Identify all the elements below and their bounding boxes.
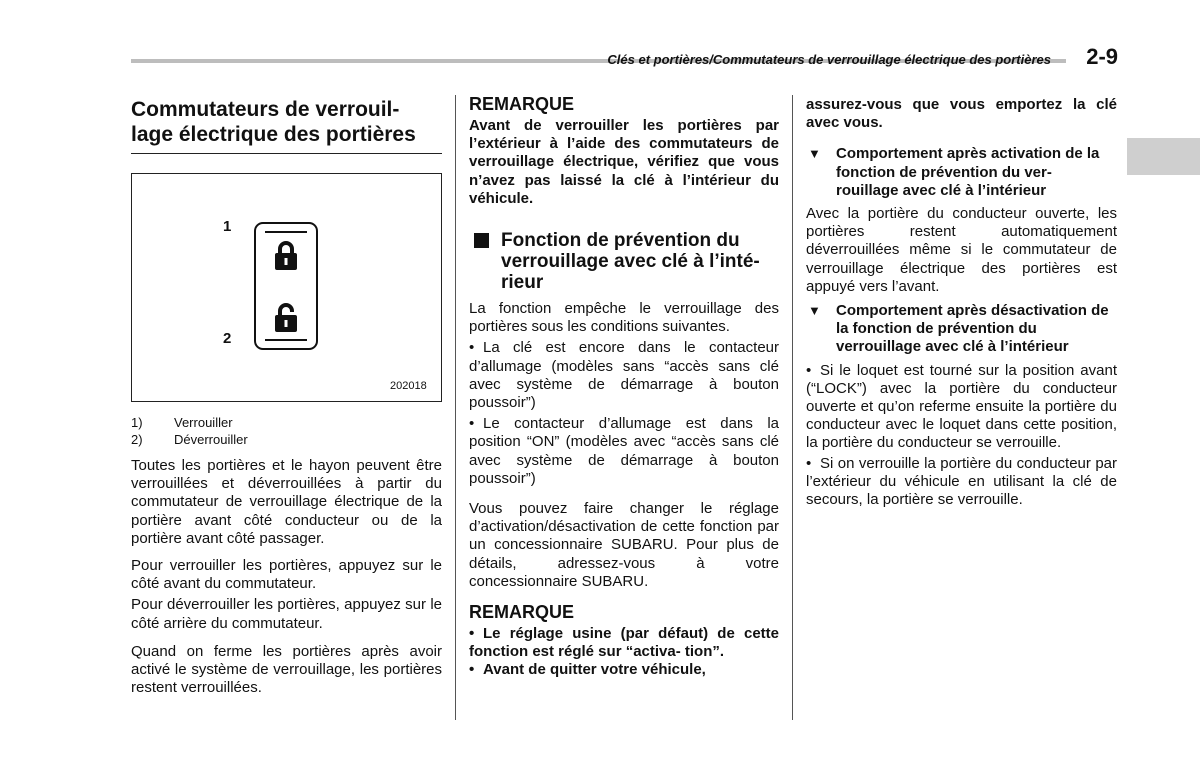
triangle-down-icon: ▼ xyxy=(808,303,821,319)
bullet-item xyxy=(469,661,779,679)
subsection-title: Fonction de prévention du verrouillage avec clé à l’inté- rieur xyxy=(501,230,760,294)
legend-item xyxy=(131,414,442,431)
body-paragraph: Pour déverrouiller les portières, appuyez sur le côté arrière du commutateur. xyxy=(131,596,442,632)
bullet-text: Si le loquet est tourné sur la position avant (“LOCK”) avec la portière du conducteur ouverte et qu’on referme ensuite la portière du conducteur avec le loquet dans cette position, la portière du conducteur se verrouille. xyxy=(806,361,1117,452)
figure-legend xyxy=(131,414,442,448)
bullet-dot-icon: • xyxy=(806,361,812,379)
bullet-item xyxy=(806,455,1117,510)
body-paragraph: La fonction empêche le verrouillage des portières sous les conditions suivantes. xyxy=(469,300,779,336)
left-column xyxy=(131,97,442,697)
middle-column xyxy=(469,93,779,680)
switch-rear-edge xyxy=(265,339,307,341)
body-paragraph: Avec la portière du conducteur ouverte, les portières restent automatiquement déverrouillées même si le commutateur de verrouillage électrique des portières est appuyé vers l’avant. xyxy=(806,205,1117,295)
bullet-text: Le contacteur d’allumage est dans la position “ON” (modèles avec “accès sans clé avec système de démarrage à bouton poussoir”) xyxy=(469,415,779,487)
legend-item xyxy=(131,431,442,448)
page-number: 2-9 xyxy=(1086,44,1118,69)
legend-label: Déverrouiller xyxy=(174,432,248,447)
remark-text: Avant de verrouiller les portières par l’extérieur à l’aide des commutateurs de verrouillage électrique, vérifiez que vous n’avez pas laissé la clé à l’intérieur du véhicule. xyxy=(469,117,779,207)
body-paragraph: Toutes les portières et le hayon peuvent être verrouillées et déverrouillées à partir du commutateur de verrouillage électrique de la portière avant côté conducteur ou de la portière avant côté passager. xyxy=(131,457,442,547)
continuation-text: assurez-vous que vous emportez la clé avec vous. xyxy=(806,96,1117,132)
door-lock-switch xyxy=(254,222,318,350)
condition-heading-text: Comportement après désactivation de la fonction de prévention du verrouillage avec clé à l’intérieur xyxy=(836,302,1109,356)
column-divider xyxy=(792,95,793,720)
bullet-text: La clé est encore dans le contacteur d’allumage (modèles sans “accès sans clé avec système de démarrage à bouton poussoir”) xyxy=(469,339,779,412)
right-column xyxy=(806,96,1117,509)
running-header-title: Clés et portières/Commutateurs de verrouillage électrique des portières xyxy=(607,52,1051,67)
switch-figure xyxy=(131,173,442,402)
bullet-dot-icon: • xyxy=(806,454,812,472)
bullet-item xyxy=(469,415,779,488)
legend-number: 1) xyxy=(131,415,143,430)
bullet-text: Avant de quitter votre véhicule, xyxy=(483,661,706,679)
column-divider xyxy=(455,95,456,720)
bullet-item xyxy=(469,625,779,661)
lock-closed-icon xyxy=(270,240,302,272)
bullet-text: Le réglage usine (par défaut) de cette fonction est réglé sur “activa- tion”. xyxy=(469,625,779,661)
legend-label: Verrouiller xyxy=(174,415,233,430)
bullet-text: Si on verrouille la portière du conducteur par l’extérieur du véhicule en utilisant la clé de secours, la portière se verrouille. xyxy=(806,454,1117,509)
subsection-heading xyxy=(469,230,779,293)
remark-heading: REMARQUE xyxy=(469,602,575,623)
lock-open-icon xyxy=(270,302,302,334)
bullet-dot-icon: • xyxy=(469,415,475,433)
condition-heading-text: Comportement après activation de la fonction de prévention du ver- rouillage avec clé à l’intérieur xyxy=(836,145,1100,199)
remark-heading: REMARQUE xyxy=(469,94,575,114)
switch-front-edge xyxy=(265,231,307,233)
condition-heading xyxy=(806,302,1117,357)
condition-heading xyxy=(806,145,1117,200)
figure-label-1: 1 xyxy=(223,218,232,235)
section-title: Commutateurs de verrouil- lage électrique des portières xyxy=(131,97,442,154)
body-paragraph: Pour verrouiller les portières, appuyez sur le côté avant du commutateur. xyxy=(131,557,442,593)
legend-number: 2) xyxy=(131,432,143,447)
bullet-dot-icon: • xyxy=(469,339,475,357)
body-paragraph: Quand on ferme les portières après avoir activé le système de verrouillage, les portières restent verrouillées. xyxy=(131,642,442,697)
triangle-down-icon: ▼ xyxy=(808,146,821,162)
bullet-item xyxy=(806,362,1117,453)
bullet-dot-icon: • xyxy=(469,661,475,679)
bullet-dot-icon: • xyxy=(469,625,475,643)
square-bullet-icon xyxy=(474,233,489,248)
chapter-tab xyxy=(1127,138,1200,175)
body-paragraph: Vous pouvez faire changer le réglage d’activation/désactivation de cette fonction par un concessionnaire SUBARU. Pour plus de détails, adressez-vous à votre concessionnaire SUBARU. xyxy=(469,500,779,590)
bullet-item xyxy=(469,339,779,412)
figure-label-2: 2 xyxy=(223,330,232,347)
figure-code: 202018 xyxy=(390,380,427,392)
